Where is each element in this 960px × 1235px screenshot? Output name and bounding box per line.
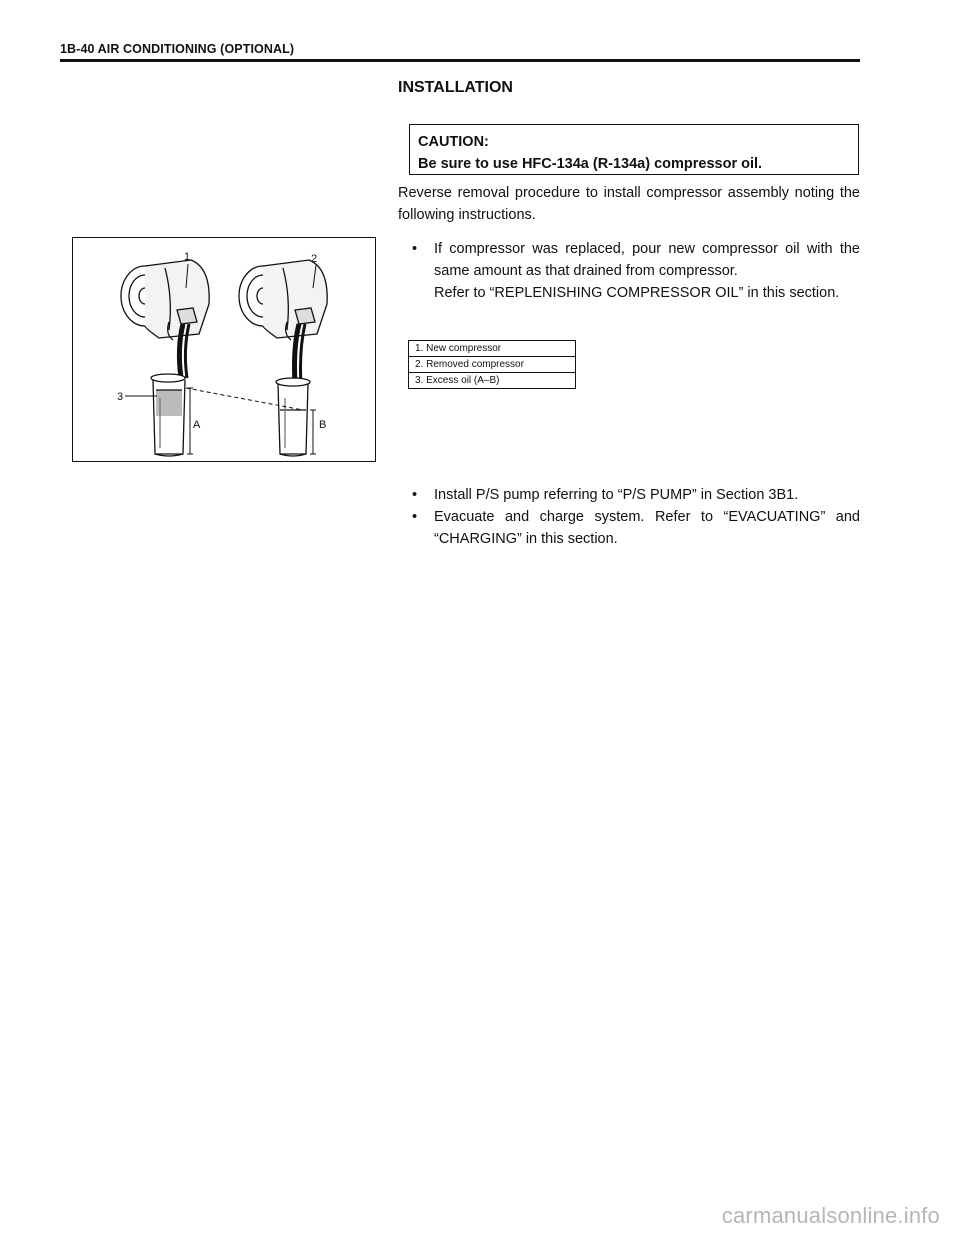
compressor-oil-illustration bbox=[73, 238, 375, 461]
header-title: 1B-40 AIR CONDITIONING (OPTIONAL) bbox=[60, 42, 295, 56]
label-b: B bbox=[319, 419, 327, 431]
intro-paragraph: Reverse removal procedure to install compressor assembly noting the following instructions. bbox=[398, 185, 860, 223]
bullet-item bbox=[412, 238, 860, 304]
label-1: 1 bbox=[184, 251, 191, 263]
label-a: A bbox=[193, 419, 201, 431]
figure-legend bbox=[408, 340, 576, 389]
bullet-text: Evacuate and charge system. Refer to “EVACUATING” and “CHARGING” in this section. bbox=[434, 509, 860, 547]
bullet-item bbox=[412, 484, 860, 506]
legend-item: 3. Excess oil (A–B) bbox=[409, 373, 576, 389]
bullet-subtext: Refer to “REPLENISHING COMPRESSOR OIL” in this section. bbox=[434, 285, 840, 301]
label-3: 3 bbox=[117, 391, 124, 403]
section-title: INSTALLATION bbox=[398, 79, 513, 96]
label-2: 2 bbox=[311, 253, 318, 265]
bullet-list-top bbox=[412, 238, 860, 304]
new-compressor-drawing bbox=[121, 260, 209, 340]
header-rule bbox=[60, 59, 860, 62]
bullet-dot: • bbox=[412, 509, 418, 525]
graduated-cylinder-b bbox=[276, 378, 310, 456]
caution-text: Be sure to use HFC-134a (R-134a) compressor oil. bbox=[418, 156, 763, 172]
bullet-dot: • bbox=[412, 487, 418, 503]
caution-box bbox=[409, 124, 859, 175]
watermark: carmanualsonline.info bbox=[721, 1203, 940, 1228]
bullet-text: If compressor was replaced, pour new compressor oil with the same amount as that drained from compressor. bbox=[434, 241, 860, 279]
legend-item: 1. New compressor bbox=[409, 341, 576, 357]
removed-compressor-drawing bbox=[239, 260, 327, 340]
compressor-figure bbox=[72, 237, 376, 462]
caution-label: CAUTION: bbox=[418, 134, 489, 150]
bullet-item bbox=[412, 506, 860, 550]
legend-item: 2. Removed compressor bbox=[409, 357, 576, 373]
bullet-list-bottom bbox=[412, 484, 860, 550]
bullet-dot: • bbox=[412, 241, 418, 257]
bullet-text: Install P/S pump referring to “P/S PUMP” in Section 3B1. bbox=[434, 487, 799, 503]
graduated-cylinder-a bbox=[151, 374, 185, 456]
